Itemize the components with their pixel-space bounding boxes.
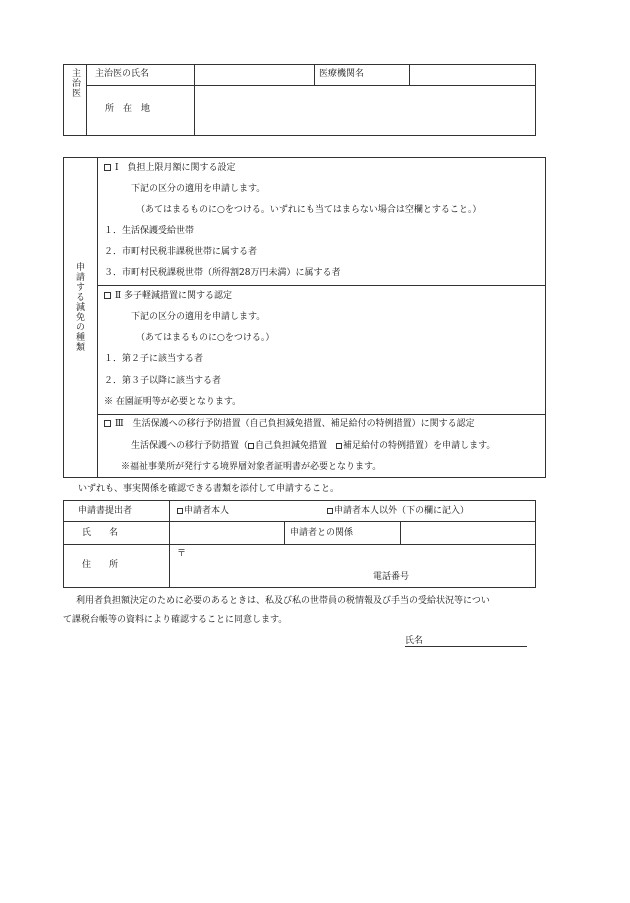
submitter-other-option[interactable]: 申請者本人以外（下の欄に記入）	[327, 506, 469, 517]
postal-mark: 〒	[177, 549, 187, 559]
section1-checkbox[interactable]	[104, 164, 111, 171]
submitter-self-option[interactable]: 申請者本人	[177, 506, 229, 517]
section2-item-1[interactable]: １．第２子に該当する者	[104, 354, 204, 364]
consent-line-1: 利用者負担額決定のために必要のあるときは、私及び私の世帯員の税情報及び手当の受給状況等につい	[76, 596, 490, 606]
phone-label: 電話番号	[373, 572, 410, 582]
submitter-label: 申請書提出者	[78, 506, 133, 516]
doctor-address-label: 所 在 地	[105, 104, 151, 114]
institution-field[interactable]	[411, 66, 534, 83]
section1-line1: 下記の区分の適用を申請します。	[131, 184, 266, 194]
doctor-divider-v1	[86, 64, 87, 136]
doctor-address-field[interactable]	[196, 87, 534, 134]
doctor-divider-v4	[409, 64, 410, 85]
section2-line2: （あてはまるものに○をつける。）	[136, 333, 275, 343]
applicant-divider-v2	[284, 521, 285, 544]
section2-item-2[interactable]: ２．第３子以降に該当する者	[104, 376, 222, 386]
attachment-instruction: いずれも、事実関係を確認できる書類を添付して申請すること。	[78, 484, 340, 494]
institution-label: 医療機関名	[319, 69, 365, 79]
applicant-name-label: 氏 名	[82, 528, 119, 538]
doctor-name-label: 主治医の氏名	[95, 69, 150, 79]
supplement-special-checkbox[interactable]	[336, 443, 342, 449]
reduction-divider-h2	[97, 414, 546, 415]
applicant-address-label: 住 所	[82, 560, 119, 570]
applicant-name-field[interactable]	[171, 523, 282, 542]
doctor-name-field[interactable]	[196, 66, 312, 83]
signature-name-label: 氏名	[405, 636, 424, 646]
section3-checkbox[interactable]	[104, 420, 111, 427]
applicant-divider-h1	[63, 521, 536, 522]
signature-line[interactable]	[405, 646, 527, 647]
submitter-other-checkbox[interactable]	[327, 508, 333, 514]
section1-title: Ⅰ 負担上限月額に関する設定	[104, 163, 236, 174]
relation-field[interactable]	[402, 523, 534, 542]
section2-note: ※ 在園証明等が必要となります。	[104, 397, 242, 407]
reduction-divider-v	[97, 157, 98, 478]
doctor-divider-v3	[314, 64, 315, 85]
relation-label: 申請者との関係	[290, 528, 354, 538]
section1-line2: （あてはまるものに○をつける。いずれにも当てはまらない場合は空欄とすること。）	[136, 205, 482, 215]
reduction-section-label: 申請する減免の種類	[74, 262, 84, 352]
applicant-address-field[interactable]	[171, 546, 534, 586]
doctor-section-label: 主治医	[70, 68, 80, 98]
reduction-divider-h1	[97, 285, 546, 286]
section1-item-3[interactable]: ３．市町村民税課税世帯（所得割28万円未満）に属する者	[104, 268, 341, 278]
section1-item-2[interactable]: ２．市町村民税非課税世帯に属する者	[104, 247, 258, 257]
consent-line-2: て課税台帳等の資料により確認することに同意します。	[63, 615, 288, 625]
section3-note: ※福祉事業所が発行する境界層対象者証明書が必要となります。	[121, 462, 382, 472]
applicant-divider-h2	[63, 544, 536, 545]
doctor-divider-h	[86, 85, 536, 86]
applicant-divider-v1	[169, 500, 170, 588]
section3-title: Ⅲ 生活保護への移行予防措置（自己負担減免措置、補足給付の特例措置）に関する認定	[104, 419, 475, 430]
section2-title: Ⅱ 多子軽減措置に関する認定	[104, 291, 232, 302]
section2-checkbox[interactable]	[104, 292, 111, 299]
section3-line1: 生活保護への移行予防措置（ 自己負担減免措置 補足給付の特例措置）を申請します。	[131, 441, 496, 451]
section2-line1: 下記の区分の適用を申請します。	[131, 312, 266, 322]
submitter-self-checkbox[interactable]	[177, 508, 183, 514]
self-pay-reduction-checkbox[interactable]	[248, 443, 254, 449]
applicant-divider-v3	[400, 521, 401, 544]
section1-item-1[interactable]: １．生活保護受給世帯	[104, 226, 195, 236]
doctor-divider-v2	[194, 64, 195, 136]
